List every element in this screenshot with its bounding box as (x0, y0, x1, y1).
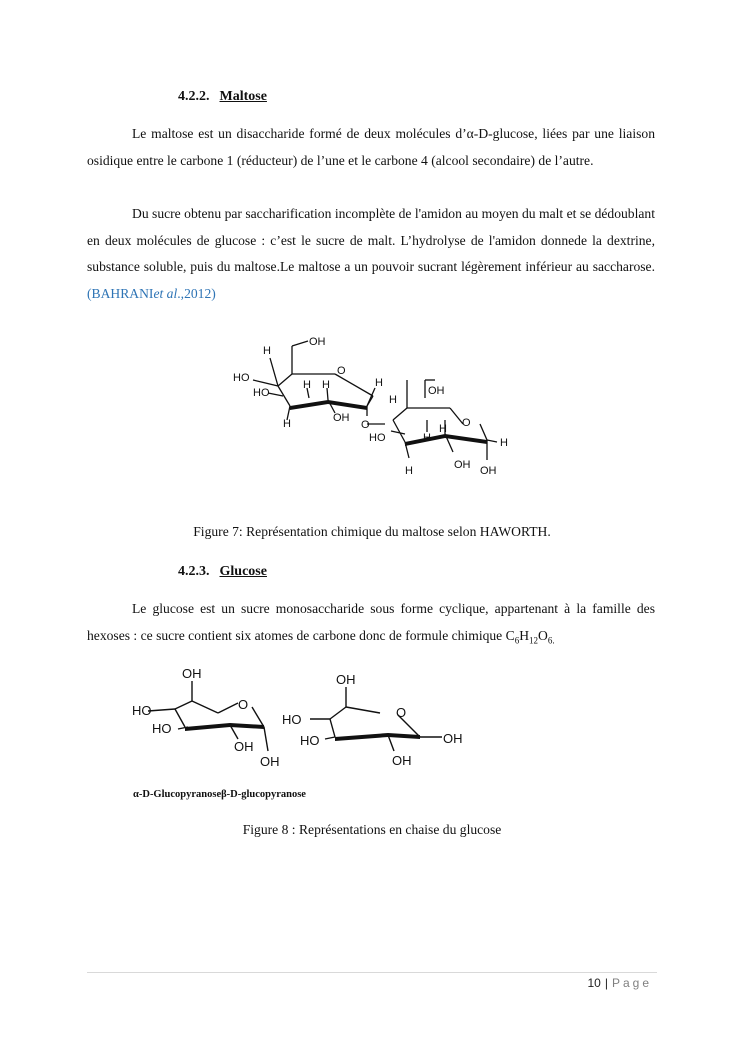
svg-text:OH: OH (392, 753, 412, 768)
svg-text:H: H (263, 345, 271, 357)
svg-text:O: O (238, 697, 249, 712)
glucose-paragraph (87, 596, 655, 654)
svg-text:O: O (462, 417, 471, 429)
section-title: Maltose (219, 89, 267, 104)
svg-text:HO: HO (253, 387, 270, 399)
svg-text:OH: OH (336, 672, 356, 687)
section-heading-glucose (178, 564, 267, 580)
chemical-formula: $C_6H_{12}O_{6.}$ (505, 627, 555, 646)
maltose-haworth-structure (225, 328, 525, 488)
beta-glucopyranose-label: β-D-glucopyranose (221, 789, 306, 800)
section-number: 4.2.3. (178, 564, 210, 579)
svg-text:H: H (283, 418, 291, 430)
svg-text:OH: OH (309, 336, 326, 348)
svg-text:HO: HO (132, 703, 152, 718)
paragraph-text: Du sucre obtenu par saccharification incomplète de l'amidon au moyen du malt et se dédoublant en deux molécules de glucose : c’est le sucre de malt. L’hydrolyse de l'amidon donnede la dextrine, substance soluble, puis du maltose.Le maltose a un pouvoir sucrant légèrement inférieur au saccharose. (87, 206, 655, 274)
page-number: 10 (587, 976, 601, 990)
svg-text:H: H (303, 379, 311, 391)
svg-text:H: H (500, 437, 508, 449)
svg-text:HO: HO (282, 712, 302, 727)
svg-text:H: H (322, 379, 330, 391)
alpha-glucopyranose-label: α-D-Glucopyranose (133, 789, 222, 800)
svg-text:OH: OH (443, 731, 463, 746)
svg-text:H: H (439, 423, 447, 435)
citation: (BAHRANIet al.,2012) (87, 285, 216, 301)
section-heading-maltose (178, 89, 267, 105)
svg-text:H: H (405, 465, 413, 477)
footer-separator: | (604, 976, 608, 990)
page-footer (587, 976, 652, 990)
paragraph-text: Le maltose est un disaccharide formé de deux molécules d’α-D-glucose, liées par une liaison osidique entre le carbone 1 (réducteur) de l’une et le carbone 4 (alcool secondaire) de l’autre. (87, 126, 655, 168)
glucose-anomer-labels (133, 789, 306, 800)
page-word: Page (611, 976, 652, 990)
svg-text:H: H (389, 394, 397, 406)
svg-text:HO: HO (369, 432, 386, 444)
svg-text:OH: OH (333, 412, 350, 424)
svg-text:OH: OH (182, 666, 202, 681)
svg-text:OH: OH (260, 754, 280, 769)
section-number: 4.2.2. (178, 89, 210, 104)
svg-text:H: H (423, 432, 431, 444)
paragraph-text: Le glucose est un sucre monosaccharide sous forme cyclique, appartenant à la famille des hexoses : ce sucre contient six atomes de carbone donc de formule chimique (87, 601, 655, 643)
maltose-paragraph-1 (87, 121, 655, 174)
maltose-paragraph-2 (87, 201, 655, 307)
svg-text:HO: HO (300, 733, 320, 748)
svg-text:OH: OH (454, 459, 471, 471)
svg-text:HO: HO (152, 721, 172, 736)
svg-text:OH: OH (428, 385, 445, 397)
svg-text:OH: OH (480, 465, 497, 477)
svg-text:HO: HO (233, 372, 250, 384)
svg-text:H: H (375, 377, 383, 389)
figure-8-caption: Figure 8 : Représentations en chaise du glucose (242, 822, 502, 837)
glucose-chair-structures (130, 665, 480, 775)
figure-7-caption: Figure 7: Représentation chimique du maltose selon HAWORTH. (193, 524, 551, 539)
footer-divider (87, 972, 657, 973)
svg-text:O: O (337, 365, 346, 377)
svg-text:O: O (361, 419, 370, 431)
section-title: Glucose (219, 564, 267, 579)
svg-text:O: O (396, 705, 407, 720)
svg-text:OH: OH (234, 739, 254, 754)
